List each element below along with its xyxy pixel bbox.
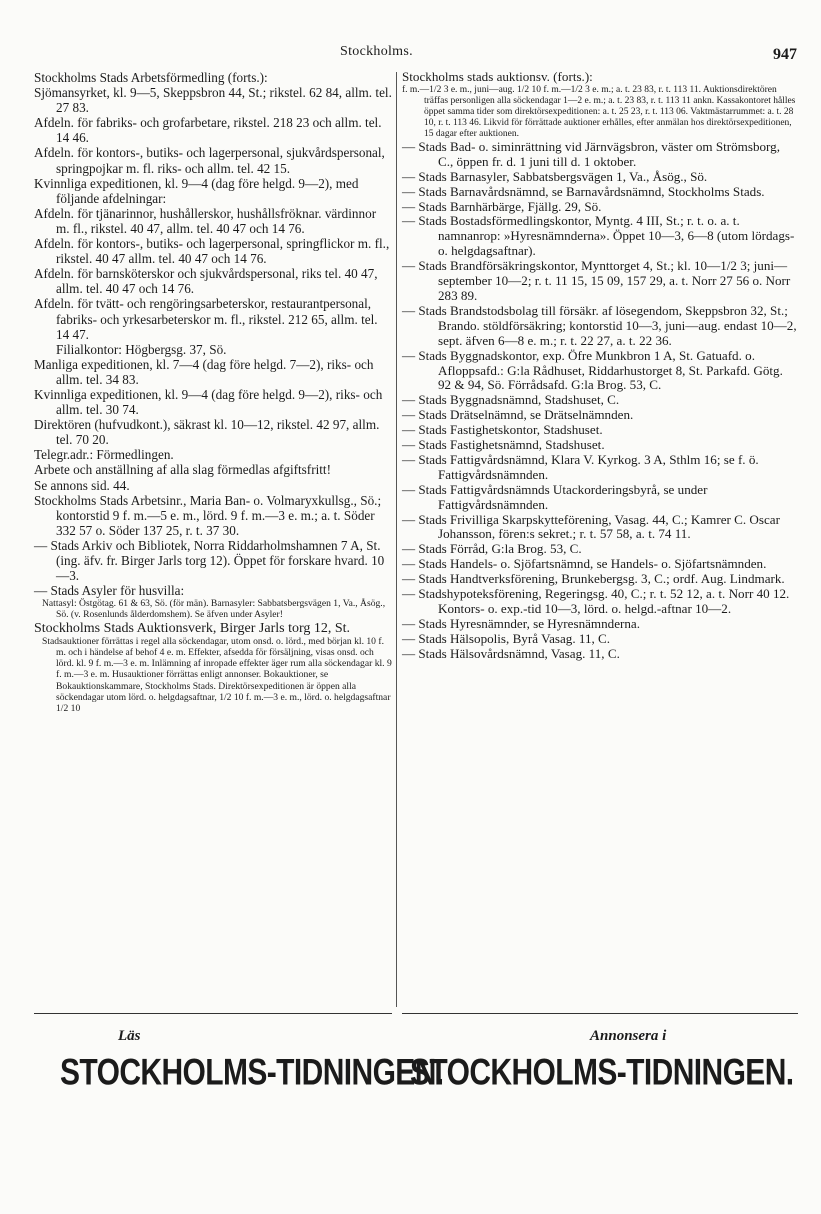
- directory-entry: — Stads Drätselnämnd, se Drätselnämnden.: [402, 407, 634, 423]
- directory-entry: — Stads Hyresnämnder, se Hyresnämnderna.: [402, 615, 641, 631]
- directory-entry: Telegr.adr.: Förmedlingen.: [34, 447, 174, 463]
- directory-entry: Stockholms stads auktionsv. (forts.):: [402, 69, 593, 84]
- directory-entry: Filialkontor: Högbergsg. 37, Sö.: [56, 341, 227, 357]
- directory-entry: — Stads Handtverksförening, Brunkebergsg. 3, C.; ordf. Aug. Lindmark.: [402, 571, 785, 587]
- directory-entry: — Stads Handels- o. Sjöfartsnämnd, se Handels- o. Sjöfartsnämnden.: [402, 556, 767, 572]
- directory-entry: — Stads Barnasyler, Sabbatsbergsvägen 1, Va., Åsög., Sö.: [402, 168, 708, 184]
- directory-entry: f. m.—1/2 3 e. m., juni—aug. 1/2 10 f. m.—1/2 3 e. m.; a. t. 23 83, r. t. 113 11. Auktionsdirektören träffas personligen alla söckendagar 1—2 e. m.; a. t. 23 83, r. t. 113 11 ankn. Kassakontoret hålles öppet samma tider som direktörsexpeditionen: a. t. 25 23, r. t. 113 06. Vaktmästarrummet: a. t. 28 10, r. t. 113 46. Likvid för förrättade auktioner erhålles, efter anmälan hos direktörsexpeditionen, 15 dagar efter auktionen.: [402, 84, 796, 139]
- directory-entry: — Stads Fattigvårdsnämnd, Klara V. Kyrkog. 3 A, Sthlm 16; se f. ö. Fattigvårdsnämnden.: [402, 451, 759, 482]
- directory-entry: — Stads Hälsopolis, Byrå Vasag. 11, C.: [402, 630, 611, 646]
- left-column: [34, 70, 392, 714]
- directory-entry: Kvinnliga expeditionen, kl. 9—4 (dag före helgd. 9—2), riks- och allm. tel. 30 74.: [34, 386, 383, 418]
- directory-entry: — Stads Asyler för husvilla:: [34, 583, 185, 599]
- footer-right-label: Annonsera i: [590, 1028, 667, 1044]
- directory-entry: — Stads Förråd, G:la Brog. 53, C.: [402, 541, 582, 557]
- directory-entry: Afdeln. för kontors-, butiks- och lagerpersonal, sjukvårdspersonal, springpojkar m. fl. riks- och allm. tel. 42 15.: [34, 145, 385, 176]
- directory-entry: Afdeln. för kontors-, butiks- och lagerpersonal, springflickor m. fl., rikstel. 40 47 allm. tel. 40 47 och 14 76.: [34, 236, 390, 267]
- directory-entry: Afdeln. för fabriks- och grofarbetare, rikstel. 218 23 och allm. tel. 14 46.: [34, 115, 382, 146]
- directory-entry: Sjömansyrket, kl. 9—5, Skeppsbron 44, St.; rikstel. 62 84, allm. tel. 27 83.: [34, 85, 392, 116]
- directory-entry: Manliga expeditionen, kl. 7—4 (dag före helgd. 7—2), riks- och allm. tel. 34 83.: [34, 356, 374, 387]
- directory-entry: — Stads Brandstodsbolag till försäkr. af lösegendom, Skeppsbron 32, St.; Brando. stöldförsäkring; kontorstid 10—3, juni—aug. endast 10—2, sept. äfven 6—8 e. m.; r. t. 22 27, a. t. 22 36.: [402, 302, 797, 348]
- directory-entry: — Stads Arkiv och Bibliotek, Norra Riddarholmshamnen 7 A, St. (ing. äfv. fr. Birger Jarls torg 12). Öppet för forskare hvard. 10—3.: [34, 537, 385, 584]
- directory-entry: Arbete och anställning af alla slag förmedlas afgiftsfritt!: [34, 462, 331, 478]
- directory-entry: — Stads Bostadsförmedlingskontor, Myntg. 4 III, St.; r. t. o. a. t. namnanrop: »Hyresnämnderna». Öppet 10—3, 6—8 (utom lördags- o. helgdagsaftnar).: [402, 213, 795, 259]
- directory-entry: — Stads Fastighetsnämnd, Stadshuset.: [402, 437, 605, 453]
- right-column: [402, 70, 798, 662]
- directory-entry: Nattasyl: Östgötag. 61 & 63, Sö. (för män). Barnasyler: Sabbatsbergsvägen 1, Va., Åsög., Sö. (v. Rosenlunds ålderdomshem). Se äfven under Asyler!: [42, 598, 386, 621]
- directory-entry: — Stads Fastighetskontor, Stadshuset.: [402, 422, 603, 438]
- directory-entry: — Stads Hälsovårdsnämnd, Vasag. 11, C.: [402, 645, 620, 661]
- footer-rule-right: [402, 1013, 798, 1014]
- directory-entry: — Stads Barnhärbärge, Fjällg. 29, Sö.: [402, 198, 602, 214]
- directory-entry: Stadsauktioner förrättas i regel alla söckendagar, utom onsd. o. lörd., med början kl. 10 f. m. och i händelse af behof 4 e. m. Effekter, afsedda för försäljning, visas onsd. och lörd. kl. 9 f. m.—3 e. m. Inlämning af inropade effekter äger rum alla söckendagar kl. 9 f. m.—3 e. m. Husauktioner förrättas enligt annonser. Bokauktioner, se Bokauktionskammare, Stockholms Stads. Direktörsexpeditionen är öppen alla söckendagar utom lörd. o. helgdagsaftnar, 1/2 10 f. m.—3 e. m., lörd. o. helgdagsaftnar 1/2 10: [42, 635, 392, 714]
- newspaper-ad-right: STOCKHOLMS-TIDNINGEN.: [410, 1052, 794, 1094]
- directory-entry: — Stadshypoteksförening, Regeringsg. 40, C.; r. t. 52 12, a. t. Norr 40 12. Kontors- o. exp.-tid 10—3, lörd. o. helgd.-aftnar 10—2.: [402, 586, 790, 616]
- directory-entry: Kvinnliga expeditionen, kl. 9—4 (dag före helgd. 9—2), med följande afdelningar:: [34, 175, 359, 206]
- directory-entry: Afdeln. för barnsköterskor och sjukvårdspersonal, riks tel. 40 47, allm. tel. 40 47 och 14 76.: [34, 266, 378, 297]
- page-number: 947: [773, 46, 797, 63]
- directory-entry: Stockholms Stads Arbetsinr., Maria Ban- o. Volmaryxkullsg., Sö.; kontorstid 9 f. m.—5 e. m., lörd. 9 f. m.—3 e. m.; a. t. Söder 332 57 o. Söder 137 25, r. t. 37 30.: [34, 492, 382, 538]
- directory-entry: — Stads Byggnadsnämnd, Stadshuset, C.: [402, 392, 620, 408]
- directory-entry: Direktören (hufvudkont.), säkrast kl. 10—12, rikstel. 42 97, allm. tel. 70 20.: [34, 417, 380, 448]
- directory-entry: Afdeln. för tjänarinnor, hushållerskor, hushållsfröknar. värdinnor m. fl., rikstel. 40 47, allm. tel. 40 47 och 14 76.: [34, 205, 377, 236]
- directory-entry: — Stads Byggnadskontor, exp. Öfre Munkbron 1 A, St. Gatuafd. o. Afloppsafd.: G:la Rådhuset, Riddarhustorget 8, St. Parkafd. Götg. 92 & 94, Sö. Förrådsafd. G:la Brog. 53, C.: [402, 347, 783, 393]
- directory-entry: — Stads Brandförsäkringskontor, Mynttorget 4, St.; kl. 10—1/2 3; juni—september 10—2; r. t. 11 15, 15 09, 157 29, a. t. Norr 27 56 o. Norr 283 89.: [402, 258, 791, 303]
- newspaper-ad-left: STOCKHOLMS-TIDNINGEN.: [60, 1052, 444, 1094]
- running-title: Stockholms.: [340, 44, 413, 59]
- footer-rule-left: [34, 1013, 392, 1014]
- directory-entry: — Stads Frivilliga Skarpskytteförening, Vasag. 44, C.; Kamrer C. Oscar Johansson, fören:s sekret.; r. t. 57 58, a. t. 74 11.: [402, 511, 780, 542]
- directory-entry: — Stads Barnavårdsnämnd, se Barnavårdsnämnd, Stockholms Stads.: [402, 183, 765, 199]
- column-divider: [396, 72, 397, 1007]
- directory-entry: — Stads Bad- o. siminrättning vid Järnvägsbron, väster om Strömsborg, C., öppen fr. d. 1 juni till d. 1 oktober.: [402, 138, 780, 169]
- directory-entry: Se annons sid. 44.: [34, 477, 130, 493]
- directory-entry: Afdeln. för tvätt- och rengöringsarbeterskor, restaurantpersonal, fabriks- och yrkesarbeterskor m. fl., rikstel. 212 65, allm. tel. 14 47.: [34, 296, 378, 342]
- directory-entry: — Stads Fattigvårdsnämnds Utackorderingsbyrå, se under Fattigvårdsnämnden.: [402, 481, 708, 512]
- footer-left-label: Läs: [118, 1028, 141, 1044]
- directory-entry: Stockholms Stads Auktionsverk, Birger Jarls torg 12, St.: [34, 620, 351, 636]
- directory-entry: Stockholms Stads Arbetsförmedling (forts.):: [34, 70, 268, 85]
